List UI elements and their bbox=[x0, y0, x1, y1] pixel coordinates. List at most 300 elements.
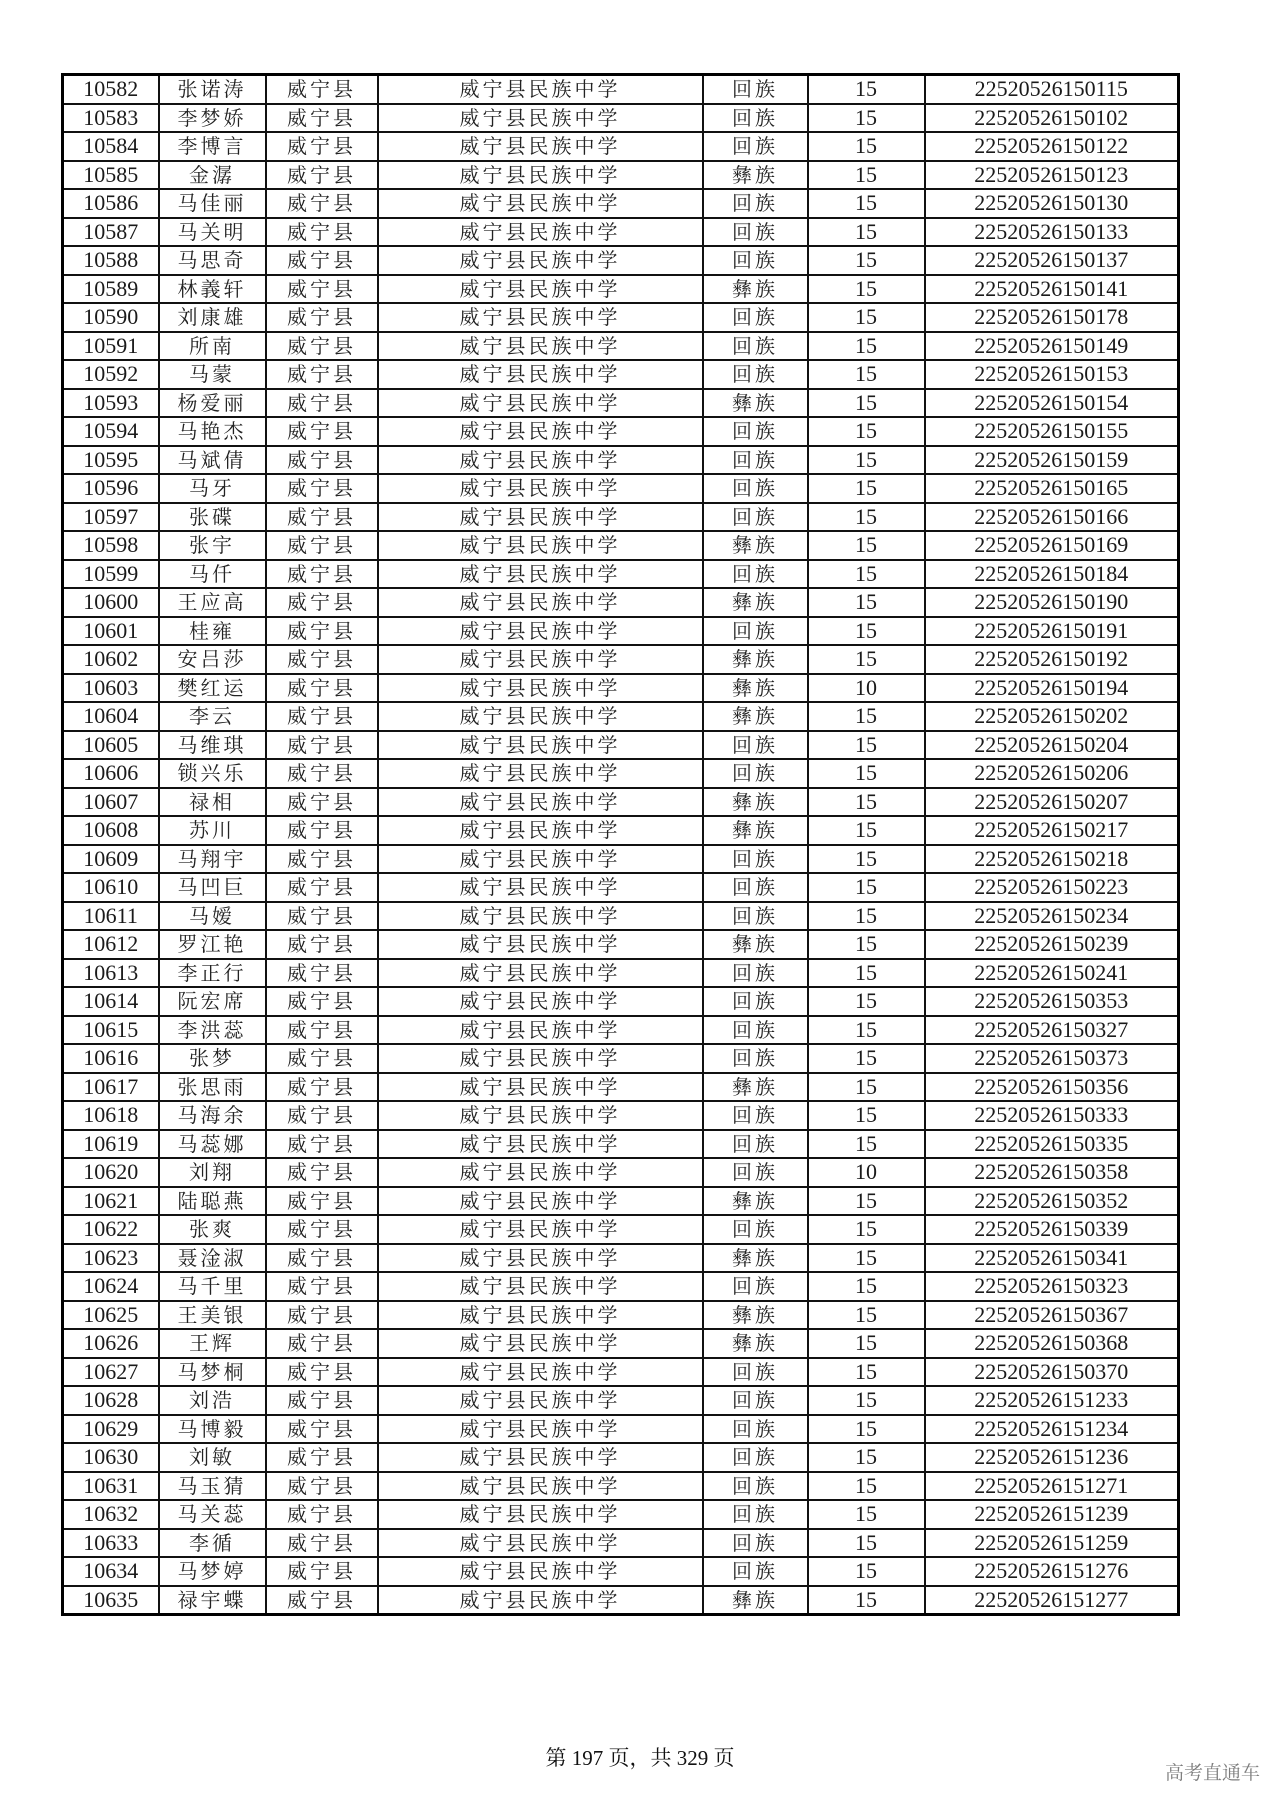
row-number-cell: 10589 bbox=[63, 275, 159, 304]
exam-id-cell: 22520526151259 bbox=[925, 1529, 1179, 1558]
student-name-cell: 李正行 bbox=[159, 959, 266, 988]
ethnicity-cell: 回族 bbox=[703, 560, 808, 589]
roster-table bbox=[61, 73, 1180, 1616]
exam-id-cell: 22520526150192 bbox=[925, 645, 1179, 674]
exam-id-cell: 22520526150149 bbox=[925, 332, 1179, 361]
school-cell: 威宁县民族中学 bbox=[378, 1272, 703, 1301]
exam-id-cell: 22520526150169 bbox=[925, 531, 1179, 560]
bonus-score-cell: 15 bbox=[808, 246, 925, 275]
ethnicity-cell: 彝族 bbox=[703, 702, 808, 731]
ethnicity-cell: 彝族 bbox=[703, 1244, 808, 1273]
exam-id-cell: 22520526150333 bbox=[925, 1101, 1179, 1130]
school-cell: 威宁县民族中学 bbox=[378, 1301, 703, 1330]
row-number-cell: 10612 bbox=[63, 930, 159, 959]
ethnicity-cell: 彝族 bbox=[703, 1586, 808, 1615]
school-cell: 威宁县民族中学 bbox=[378, 1472, 703, 1501]
bonus-score-cell: 15 bbox=[808, 389, 925, 418]
county-cell: 威宁县 bbox=[266, 959, 378, 988]
school-cell: 威宁县民族中学 bbox=[378, 161, 703, 190]
table-row bbox=[63, 845, 1179, 874]
bonus-score-cell: 15 bbox=[808, 360, 925, 389]
school-cell: 威宁县民族中学 bbox=[378, 1329, 703, 1358]
county-cell: 威宁县 bbox=[266, 1016, 378, 1045]
bonus-score-cell: 15 bbox=[808, 75, 925, 104]
exam-id-cell: 22520526150358 bbox=[925, 1158, 1179, 1187]
ethnicity-cell: 回族 bbox=[703, 1272, 808, 1301]
exam-id-cell: 22520526150234 bbox=[925, 902, 1179, 931]
ethnicity-cell: 回族 bbox=[703, 1443, 808, 1472]
table-row bbox=[63, 1586, 1179, 1615]
table-row bbox=[63, 731, 1179, 760]
student-name-cell: 张宇 bbox=[159, 531, 266, 560]
school-cell: 威宁县民族中学 bbox=[378, 1215, 703, 1244]
bonus-score-cell: 15 bbox=[808, 702, 925, 731]
row-number-cell: 10587 bbox=[63, 218, 159, 247]
ethnicity-cell: 回族 bbox=[703, 332, 808, 361]
student-name-cell: 马千里 bbox=[159, 1272, 266, 1301]
student-name-cell: 马斌倩 bbox=[159, 446, 266, 475]
county-cell: 威宁县 bbox=[266, 902, 378, 931]
row-number-cell: 10586 bbox=[63, 189, 159, 218]
student-name-cell: 聂淦淑 bbox=[159, 1244, 266, 1273]
school-cell: 威宁县民族中学 bbox=[378, 531, 703, 560]
row-number-cell: 10584 bbox=[63, 132, 159, 161]
exam-id-cell: 22520526150194 bbox=[925, 674, 1179, 703]
county-cell: 威宁县 bbox=[266, 417, 378, 446]
student-name-cell: 马博毅 bbox=[159, 1415, 266, 1444]
ethnicity-cell: 彝族 bbox=[703, 588, 808, 617]
table-row bbox=[63, 1386, 1179, 1415]
table-row bbox=[63, 389, 1179, 418]
student-name-cell: 王辉 bbox=[159, 1329, 266, 1358]
ethnicity-cell: 回族 bbox=[703, 189, 808, 218]
bonus-score-cell: 15 bbox=[808, 1073, 925, 1102]
ethnicity-cell: 回族 bbox=[703, 1415, 808, 1444]
county-cell: 威宁县 bbox=[266, 332, 378, 361]
table-row bbox=[63, 332, 1179, 361]
student-name-cell: 马思奇 bbox=[159, 246, 266, 275]
row-number-cell: 10622 bbox=[63, 1215, 159, 1244]
table-row bbox=[63, 360, 1179, 389]
table-row bbox=[63, 759, 1179, 788]
table-row bbox=[63, 1529, 1179, 1558]
table-row bbox=[63, 959, 1179, 988]
row-number-cell: 10603 bbox=[63, 674, 159, 703]
row-number-cell: 10633 bbox=[63, 1529, 159, 1558]
exam-id-cell: 22520526151233 bbox=[925, 1386, 1179, 1415]
exam-id-cell: 22520526151236 bbox=[925, 1443, 1179, 1472]
table-row bbox=[63, 902, 1179, 931]
bonus-score-cell: 15 bbox=[808, 1044, 925, 1073]
student-name-cell: 马蒙 bbox=[159, 360, 266, 389]
school-cell: 威宁县民族中学 bbox=[378, 1443, 703, 1472]
ethnicity-cell: 彝族 bbox=[703, 1301, 808, 1330]
school-cell: 威宁县民族中学 bbox=[378, 389, 703, 418]
school-cell: 威宁县民族中学 bbox=[378, 1557, 703, 1586]
school-cell: 威宁县民族中学 bbox=[378, 104, 703, 133]
county-cell: 威宁县 bbox=[266, 1215, 378, 1244]
bonus-score-cell: 15 bbox=[808, 503, 925, 532]
row-number-cell: 10626 bbox=[63, 1329, 159, 1358]
exam-id-cell: 22520526150130 bbox=[925, 189, 1179, 218]
school-cell: 威宁县民族中学 bbox=[378, 1386, 703, 1415]
school-cell: 威宁县民族中学 bbox=[378, 1130, 703, 1159]
county-cell: 威宁县 bbox=[266, 1073, 378, 1102]
county-cell: 威宁县 bbox=[266, 104, 378, 133]
ethnicity-cell: 回族 bbox=[703, 845, 808, 874]
row-number-cell: 10618 bbox=[63, 1101, 159, 1130]
student-name-cell: 马关明 bbox=[159, 218, 266, 247]
bonus-score-cell: 15 bbox=[808, 189, 925, 218]
bonus-score-cell: 15 bbox=[808, 588, 925, 617]
bonus-score-cell: 15 bbox=[808, 1415, 925, 1444]
school-cell: 威宁县民族中学 bbox=[378, 303, 703, 332]
ethnicity-cell: 回族 bbox=[703, 731, 808, 760]
bonus-score-cell: 15 bbox=[808, 303, 925, 332]
county-cell: 威宁县 bbox=[266, 1158, 378, 1187]
county-cell: 威宁县 bbox=[266, 759, 378, 788]
row-number-cell: 10595 bbox=[63, 446, 159, 475]
student-name-cell: 李循 bbox=[159, 1529, 266, 1558]
bonus-score-cell: 15 bbox=[808, 275, 925, 304]
ethnicity-cell: 回族 bbox=[703, 959, 808, 988]
exam-id-cell: 22520526150241 bbox=[925, 959, 1179, 988]
county-cell: 威宁县 bbox=[266, 1187, 378, 1216]
table-row bbox=[63, 1301, 1179, 1330]
table-row bbox=[63, 531, 1179, 560]
exam-id-cell: 22520526151234 bbox=[925, 1415, 1179, 1444]
bonus-score-cell: 15 bbox=[808, 987, 925, 1016]
row-number-cell: 10590 bbox=[63, 303, 159, 332]
bonus-score-cell: 15 bbox=[808, 1016, 925, 1045]
table-row bbox=[63, 1358, 1179, 1387]
county-cell: 威宁县 bbox=[266, 1272, 378, 1301]
ethnicity-cell: 回族 bbox=[703, 1386, 808, 1415]
ethnicity-cell: 回族 bbox=[703, 1016, 808, 1045]
school-cell: 威宁县民族中学 bbox=[378, 1016, 703, 1045]
county-cell: 威宁县 bbox=[266, 246, 378, 275]
ethnicity-cell: 回族 bbox=[703, 132, 808, 161]
ethnicity-cell: 回族 bbox=[703, 503, 808, 532]
row-number-cell: 10629 bbox=[63, 1415, 159, 1444]
student-name-cell: 刘敏 bbox=[159, 1443, 266, 1472]
student-name-cell: 罗江艳 bbox=[159, 930, 266, 959]
page-number-label: 第 197 页，共 329 页 bbox=[545, 1746, 735, 1770]
school-cell: 威宁县民族中学 bbox=[378, 1187, 703, 1216]
student-name-cell: 所南 bbox=[159, 332, 266, 361]
exam-id-cell: 22520526150102 bbox=[925, 104, 1179, 133]
school-cell: 威宁县民族中学 bbox=[378, 645, 703, 674]
student-name-cell: 刘浩 bbox=[159, 1386, 266, 1415]
ethnicity-cell: 彝族 bbox=[703, 788, 808, 817]
table-row bbox=[63, 1472, 1179, 1501]
county-cell: 威宁县 bbox=[266, 930, 378, 959]
student-name-cell: 张梦 bbox=[159, 1044, 266, 1073]
row-number-cell: 10597 bbox=[63, 503, 159, 532]
exam-id-cell: 22520526151239 bbox=[925, 1500, 1179, 1529]
ethnicity-cell: 回族 bbox=[703, 1215, 808, 1244]
row-number-cell: 10619 bbox=[63, 1130, 159, 1159]
county-cell: 威宁县 bbox=[266, 702, 378, 731]
row-number-cell: 10610 bbox=[63, 873, 159, 902]
bonus-score-cell: 10 bbox=[808, 1158, 925, 1187]
student-name-cell: 张思雨 bbox=[159, 1073, 266, 1102]
table-row bbox=[63, 1215, 1179, 1244]
table-row bbox=[63, 417, 1179, 446]
school-cell: 威宁县民族中学 bbox=[378, 1158, 703, 1187]
county-cell: 威宁县 bbox=[266, 161, 378, 190]
bonus-score-cell: 15 bbox=[808, 1101, 925, 1130]
ethnicity-cell: 彝族 bbox=[703, 674, 808, 703]
county-cell: 威宁县 bbox=[266, 360, 378, 389]
table-row bbox=[63, 1187, 1179, 1216]
table-row bbox=[63, 446, 1179, 475]
school-cell: 威宁县民族中学 bbox=[378, 902, 703, 931]
county-cell: 威宁县 bbox=[266, 218, 378, 247]
bonus-score-cell: 15 bbox=[808, 1244, 925, 1273]
bonus-score-cell: 15 bbox=[808, 645, 925, 674]
row-number-cell: 10630 bbox=[63, 1443, 159, 1472]
row-number-cell: 10627 bbox=[63, 1358, 159, 1387]
bonus-score-cell: 15 bbox=[808, 759, 925, 788]
ethnicity-cell: 回族 bbox=[703, 1500, 808, 1529]
table-row bbox=[63, 104, 1179, 133]
ethnicity-cell: 彝族 bbox=[703, 1329, 808, 1358]
exam-id-cell: 22520526150155 bbox=[925, 417, 1179, 446]
row-number-cell: 10592 bbox=[63, 360, 159, 389]
table-row bbox=[63, 588, 1179, 617]
row-number-cell: 10593 bbox=[63, 389, 159, 418]
table-row bbox=[63, 474, 1179, 503]
row-number-cell: 10621 bbox=[63, 1187, 159, 1216]
student-name-cell: 马佳丽 bbox=[159, 189, 266, 218]
exam-id-cell: 22520526150339 bbox=[925, 1215, 1179, 1244]
ethnicity-cell: 回族 bbox=[703, 873, 808, 902]
exam-id-cell: 22520526150239 bbox=[925, 930, 1179, 959]
bonus-score-cell: 15 bbox=[808, 1500, 925, 1529]
student-name-cell: 桂雍 bbox=[159, 617, 266, 646]
bonus-score-cell: 15 bbox=[808, 1130, 925, 1159]
table-row bbox=[63, 161, 1179, 190]
exam-id-cell: 22520526150191 bbox=[925, 617, 1179, 646]
row-number-cell: 10588 bbox=[63, 246, 159, 275]
school-cell: 威宁县民族中学 bbox=[378, 873, 703, 902]
school-cell: 威宁县民族中学 bbox=[378, 702, 703, 731]
county-cell: 威宁县 bbox=[266, 446, 378, 475]
student-name-cell: 马梦桐 bbox=[159, 1358, 266, 1387]
student-name-cell: 李云 bbox=[159, 702, 266, 731]
school-cell: 威宁县民族中学 bbox=[378, 446, 703, 475]
county-cell: 威宁县 bbox=[266, 303, 378, 332]
school-cell: 威宁县民族中学 bbox=[378, 674, 703, 703]
county-cell: 威宁县 bbox=[266, 617, 378, 646]
school-cell: 威宁县民族中学 bbox=[378, 1044, 703, 1073]
county-cell: 威宁县 bbox=[266, 1500, 378, 1529]
table-row bbox=[63, 930, 1179, 959]
student-name-cell: 杨爱丽 bbox=[159, 389, 266, 418]
row-number-cell: 10628 bbox=[63, 1386, 159, 1415]
school-cell: 威宁县民族中学 bbox=[378, 1073, 703, 1102]
bonus-score-cell: 15 bbox=[808, 1358, 925, 1387]
student-name-cell: 樊红运 bbox=[159, 674, 266, 703]
school-cell: 威宁县民族中学 bbox=[378, 417, 703, 446]
exam-id-cell: 22520526150368 bbox=[925, 1329, 1179, 1358]
student-name-cell: 王美银 bbox=[159, 1301, 266, 1330]
ethnicity-cell: 彝族 bbox=[703, 816, 808, 845]
exam-id-cell: 22520526150153 bbox=[925, 360, 1179, 389]
school-cell: 威宁县民族中学 bbox=[378, 588, 703, 617]
bonus-score-cell: 15 bbox=[808, 617, 925, 646]
county-cell: 威宁县 bbox=[266, 531, 378, 560]
table-row bbox=[63, 1443, 1179, 1472]
county-cell: 威宁县 bbox=[266, 1586, 378, 1615]
row-number-cell: 10606 bbox=[63, 759, 159, 788]
ethnicity-cell: 回族 bbox=[703, 1158, 808, 1187]
table-row bbox=[63, 189, 1179, 218]
row-number-cell: 10602 bbox=[63, 645, 159, 674]
exam-id-cell: 22520526150217 bbox=[925, 816, 1179, 845]
row-number-cell: 10608 bbox=[63, 816, 159, 845]
ethnicity-cell: 回族 bbox=[703, 104, 808, 133]
exam-id-cell: 22520526150335 bbox=[925, 1130, 1179, 1159]
table-row bbox=[63, 1272, 1179, 1301]
ethnicity-cell: 回族 bbox=[703, 902, 808, 931]
row-number-cell: 10599 bbox=[63, 560, 159, 589]
school-cell: 威宁县民族中学 bbox=[378, 132, 703, 161]
ethnicity-cell: 回族 bbox=[703, 218, 808, 247]
bonus-score-cell: 15 bbox=[808, 446, 925, 475]
exam-id-cell: 22520526150165 bbox=[925, 474, 1179, 503]
row-number-cell: 10614 bbox=[63, 987, 159, 1016]
table-row bbox=[63, 788, 1179, 817]
student-name-cell: 张诺涛 bbox=[159, 75, 266, 104]
table-row bbox=[63, 275, 1179, 304]
ethnicity-cell: 回族 bbox=[703, 1044, 808, 1073]
row-number-cell: 10616 bbox=[63, 1044, 159, 1073]
table-row bbox=[63, 246, 1179, 275]
row-number-cell: 10591 bbox=[63, 332, 159, 361]
ethnicity-cell: 彝族 bbox=[703, 1073, 808, 1102]
row-number-cell: 10631 bbox=[63, 1472, 159, 1501]
county-cell: 威宁县 bbox=[266, 674, 378, 703]
county-cell: 威宁县 bbox=[266, 816, 378, 845]
county-cell: 威宁县 bbox=[266, 1301, 378, 1330]
county-cell: 威宁县 bbox=[266, 75, 378, 104]
county-cell: 威宁县 bbox=[266, 1101, 378, 1130]
student-name-cell: 李梦娇 bbox=[159, 104, 266, 133]
student-name-cell: 锁兴乐 bbox=[159, 759, 266, 788]
exam-id-cell: 22520526150178 bbox=[925, 303, 1179, 332]
roster-table-container bbox=[61, 73, 1180, 1616]
student-name-cell: 刘翔 bbox=[159, 1158, 266, 1187]
ethnicity-cell: 回族 bbox=[703, 1101, 808, 1130]
table-row bbox=[63, 1557, 1179, 1586]
county-cell: 威宁县 bbox=[266, 1130, 378, 1159]
student-name-cell: 王应高 bbox=[159, 588, 266, 617]
ethnicity-cell: 回族 bbox=[703, 617, 808, 646]
school-cell: 威宁县民族中学 bbox=[378, 1101, 703, 1130]
student-name-cell: 李博言 bbox=[159, 132, 266, 161]
school-cell: 威宁县民族中学 bbox=[378, 1586, 703, 1615]
table-row bbox=[63, 1073, 1179, 1102]
bonus-score-cell: 15 bbox=[808, 474, 925, 503]
row-number-cell: 10594 bbox=[63, 417, 159, 446]
student-name-cell: 禄宇蝶 bbox=[159, 1586, 266, 1615]
ethnicity-cell: 回族 bbox=[703, 1130, 808, 1159]
bonus-score-cell: 15 bbox=[808, 531, 925, 560]
school-cell: 威宁县民族中学 bbox=[378, 987, 703, 1016]
student-name-cell: 马艳杰 bbox=[159, 417, 266, 446]
row-number-cell: 10607 bbox=[63, 788, 159, 817]
student-name-cell: 李洪蕊 bbox=[159, 1016, 266, 1045]
exam-id-cell: 22520526151277 bbox=[925, 1586, 1179, 1615]
county-cell: 威宁县 bbox=[266, 1472, 378, 1501]
table-row bbox=[63, 987, 1179, 1016]
bonus-score-cell: 15 bbox=[808, 845, 925, 874]
ethnicity-cell: 回族 bbox=[703, 446, 808, 475]
ethnicity-cell: 回族 bbox=[703, 360, 808, 389]
school-cell: 威宁县民族中学 bbox=[378, 1415, 703, 1444]
student-name-cell: 禄相 bbox=[159, 788, 266, 817]
exam-id-cell: 22520526150137 bbox=[925, 246, 1179, 275]
county-cell: 威宁县 bbox=[266, 873, 378, 902]
exam-id-cell: 22520526150341 bbox=[925, 1244, 1179, 1273]
table-row bbox=[63, 1044, 1179, 1073]
county-cell: 威宁县 bbox=[266, 560, 378, 589]
exam-id-cell: 22520526150327 bbox=[925, 1016, 1179, 1045]
school-cell: 威宁县民族中学 bbox=[378, 816, 703, 845]
exam-id-cell: 22520526150367 bbox=[925, 1301, 1179, 1330]
school-cell: 威宁县民族中学 bbox=[378, 617, 703, 646]
exam-id-cell: 22520526150207 bbox=[925, 788, 1179, 817]
table-row bbox=[63, 132, 1179, 161]
row-number-cell: 10609 bbox=[63, 845, 159, 874]
bonus-score-cell: 15 bbox=[808, 1557, 925, 1586]
student-name-cell: 阮宏席 bbox=[159, 987, 266, 1016]
ethnicity-cell: 回族 bbox=[703, 75, 808, 104]
row-number-cell: 10598 bbox=[63, 531, 159, 560]
student-name-cell: 马梦婷 bbox=[159, 1557, 266, 1586]
table-row bbox=[63, 1329, 1179, 1358]
student-name-cell: 陆聪燕 bbox=[159, 1187, 266, 1216]
bonus-score-cell: 15 bbox=[808, 788, 925, 817]
row-number-cell: 10613 bbox=[63, 959, 159, 988]
county-cell: 威宁县 bbox=[266, 132, 378, 161]
page-footer bbox=[0, 1742, 1280, 1772]
exam-id-cell: 22520526150206 bbox=[925, 759, 1179, 788]
row-number-cell: 10620 bbox=[63, 1158, 159, 1187]
county-cell: 威宁县 bbox=[266, 1443, 378, 1472]
county-cell: 威宁县 bbox=[266, 1529, 378, 1558]
county-cell: 威宁县 bbox=[266, 1329, 378, 1358]
watermark: 高考直通车 bbox=[1164, 1762, 1260, 1784]
bonus-score-cell: 15 bbox=[808, 873, 925, 902]
bonus-score-cell: 15 bbox=[808, 902, 925, 931]
exam-id-cell: 22520526150373 bbox=[925, 1044, 1179, 1073]
bonus-score-cell: 15 bbox=[808, 1586, 925, 1615]
bonus-score-cell: 15 bbox=[808, 816, 925, 845]
school-cell: 威宁县民族中学 bbox=[378, 189, 703, 218]
student-name-cell: 张碟 bbox=[159, 503, 266, 532]
ethnicity-cell: 彝族 bbox=[703, 531, 808, 560]
bonus-score-cell: 15 bbox=[808, 1529, 925, 1558]
row-number-cell: 10583 bbox=[63, 104, 159, 133]
table-row bbox=[63, 1244, 1179, 1273]
exam-id-cell: 22520526150133 bbox=[925, 218, 1179, 247]
bonus-score-cell: 15 bbox=[808, 731, 925, 760]
county-cell: 威宁县 bbox=[266, 189, 378, 218]
exam-id-cell: 22520526150223 bbox=[925, 873, 1179, 902]
